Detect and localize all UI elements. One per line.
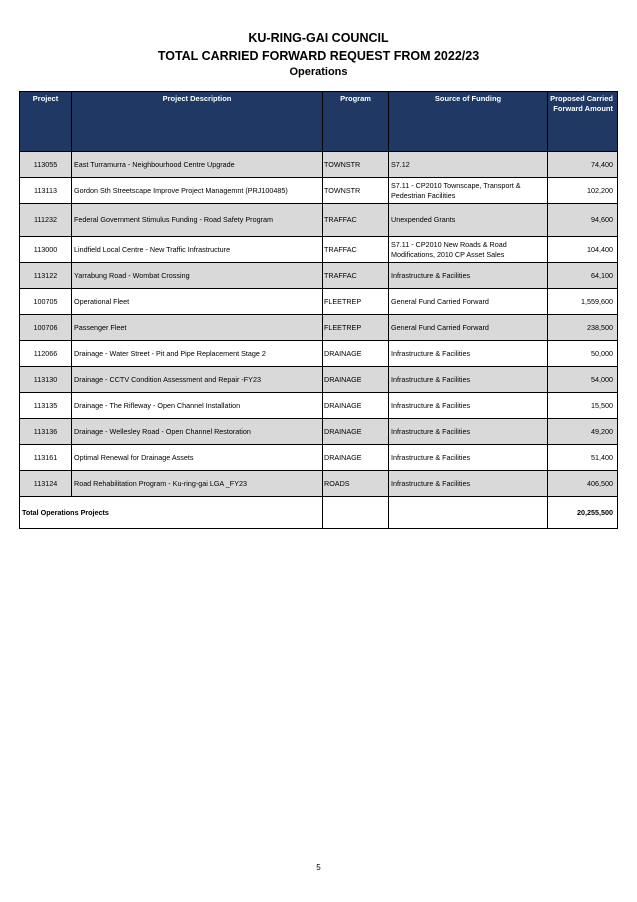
cell-program: ROADS	[323, 471, 389, 497]
cell-program: FLEETREP	[323, 289, 389, 315]
table-row	[20, 204, 618, 237]
cell-program: FLEETREP	[323, 315, 389, 341]
cell-funding: General Fund Carried Forward	[389, 289, 548, 315]
cell-amount: 50,000	[548, 341, 618, 367]
cell-project: 113122	[20, 263, 72, 289]
table-row	[20, 419, 618, 445]
section-title: Operations	[289, 66, 348, 78]
total-amount: 20,255,500	[548, 497, 618, 529]
table-row	[20, 341, 618, 367]
cell-amount: 94,600	[548, 204, 618, 237]
cell-funding: S7.11 - CP2010 Townscape, Transport & Pedestrian Facilities	[389, 178, 548, 204]
cell-description: Lindfield Local Centre - New Traffic Infrastructure	[72, 237, 323, 263]
cell-project: 113130	[20, 367, 72, 393]
table-row	[20, 393, 618, 419]
cell-funding: Infrastructure & Facilities	[389, 445, 548, 471]
cell-amount: 104,400	[548, 237, 618, 263]
cell-program: DRAINAGE	[323, 367, 389, 393]
carried-forward-table	[19, 91, 618, 529]
cell-project: 111232	[20, 204, 72, 237]
cell-amount: 74,400	[548, 152, 618, 178]
table-row	[20, 178, 618, 204]
column-header-description: Project Description	[72, 92, 323, 152]
cell-project: 100706	[20, 315, 72, 341]
cell-program: TOWNSTR	[323, 178, 389, 204]
cell-program: DRAINAGE	[323, 445, 389, 471]
cell-program: DRAINAGE	[323, 393, 389, 419]
cell-program: TRAFFAC	[323, 204, 389, 237]
cell-description: East Turramurra - Neighbourhood Centre Upgrade	[72, 152, 323, 178]
cell-funding: Infrastructure & Facilities	[389, 367, 548, 393]
table-row	[20, 315, 618, 341]
cell-funding: Infrastructure & Facilities	[389, 419, 548, 445]
cell-funding: Infrastructure & Facilities	[389, 263, 548, 289]
cell-project: 113124	[20, 471, 72, 497]
column-header-project: Project	[20, 92, 72, 152]
cell-funding: Unexpended Grants	[389, 204, 548, 237]
cell-project: 113055	[20, 152, 72, 178]
cell-description: Operational Fleet	[72, 289, 323, 315]
cell-description: Yarrabung Road - Wombat Crossing	[72, 263, 323, 289]
cell-program: TRAFFAC	[323, 237, 389, 263]
cell-description: Gordon Sth Streetscape Improve Project Managemnt (PRJ100485)	[72, 178, 323, 204]
table-row	[20, 367, 618, 393]
cell-project: 113135	[20, 393, 72, 419]
cell-amount: 102,200	[548, 178, 618, 204]
cell-funding: S7.11 - CP2010 New Roads & Road Modifications, 2010 CP Asset Sales	[389, 237, 548, 263]
page-number: 5	[316, 863, 321, 872]
column-header-amount: Proposed Carried Forward Amount	[548, 92, 618, 152]
cell-funding: Infrastructure & Facilities	[389, 471, 548, 497]
cell-funding: S7.12	[389, 152, 548, 178]
cell-amount: 406,500	[548, 471, 618, 497]
cell-project: 113000	[20, 237, 72, 263]
cell-program: DRAINAGE	[323, 419, 389, 445]
cell-program: DRAINAGE	[323, 341, 389, 367]
cell-description: Drainage - Water Street - Pit and Pipe Replacement Stage 2	[72, 341, 323, 367]
cell-description: Drainage - CCTV Condition Assessment and Repair -FY23	[72, 367, 323, 393]
report-subtitle: TOTAL CARRIED FORWARD REQUEST FROM 2022/23	[157, 49, 480, 63]
cell-project: 113136	[20, 419, 72, 445]
cell-funding: Infrastructure & Facilities	[389, 341, 548, 367]
cell-project: 112066	[20, 341, 72, 367]
cell-amount: 49,200	[548, 419, 618, 445]
total-empty-funding	[389, 497, 548, 529]
cell-description: Federal Government Stimulus Funding - Road Safety Program	[72, 204, 323, 237]
cell-amount: 54,000	[548, 367, 618, 393]
cell-funding: Infrastructure & Facilities	[389, 393, 548, 419]
cell-funding: General Fund Carried Forward	[389, 315, 548, 341]
table-row	[20, 289, 618, 315]
cell-program: TRAFFAC	[323, 263, 389, 289]
cell-amount: 1,559,600	[548, 289, 618, 315]
cell-project: 113161	[20, 445, 72, 471]
cell-description: Drainage - The Rifleway - Open Channel Installation	[72, 393, 323, 419]
column-header-funding: Source of Funding	[389, 92, 548, 152]
total-row	[20, 497, 618, 529]
table-row	[20, 152, 618, 178]
table-header-row	[20, 92, 618, 152]
table-row	[20, 445, 618, 471]
cell-amount: 238,500	[548, 315, 618, 341]
total-empty-program	[323, 497, 389, 529]
table-row	[20, 471, 618, 497]
total-label: Total Operations Projects	[20, 497, 323, 529]
cell-program: TOWNSTR	[323, 152, 389, 178]
cell-amount: 51,400	[548, 445, 618, 471]
cell-project: 113113	[20, 178, 72, 204]
table-row	[20, 263, 618, 289]
cell-amount: 15,500	[548, 393, 618, 419]
cell-description: Passenger Fleet	[72, 315, 323, 341]
column-header-program: Program	[323, 92, 389, 152]
cell-description: Optimal Renewal for Drainage Assets	[72, 445, 323, 471]
report-title: KU-RING-GAI COUNCIL	[248, 31, 389, 45]
table-row	[20, 237, 618, 263]
cell-project: 100705	[20, 289, 72, 315]
cell-description: Road Rehabilitation Program - Ku-ring-gai LGA _FY23	[72, 471, 323, 497]
cell-amount: 64,100	[548, 263, 618, 289]
cell-description: Drainage - Wellesley Road - Open Channel Restoration	[72, 419, 323, 445]
